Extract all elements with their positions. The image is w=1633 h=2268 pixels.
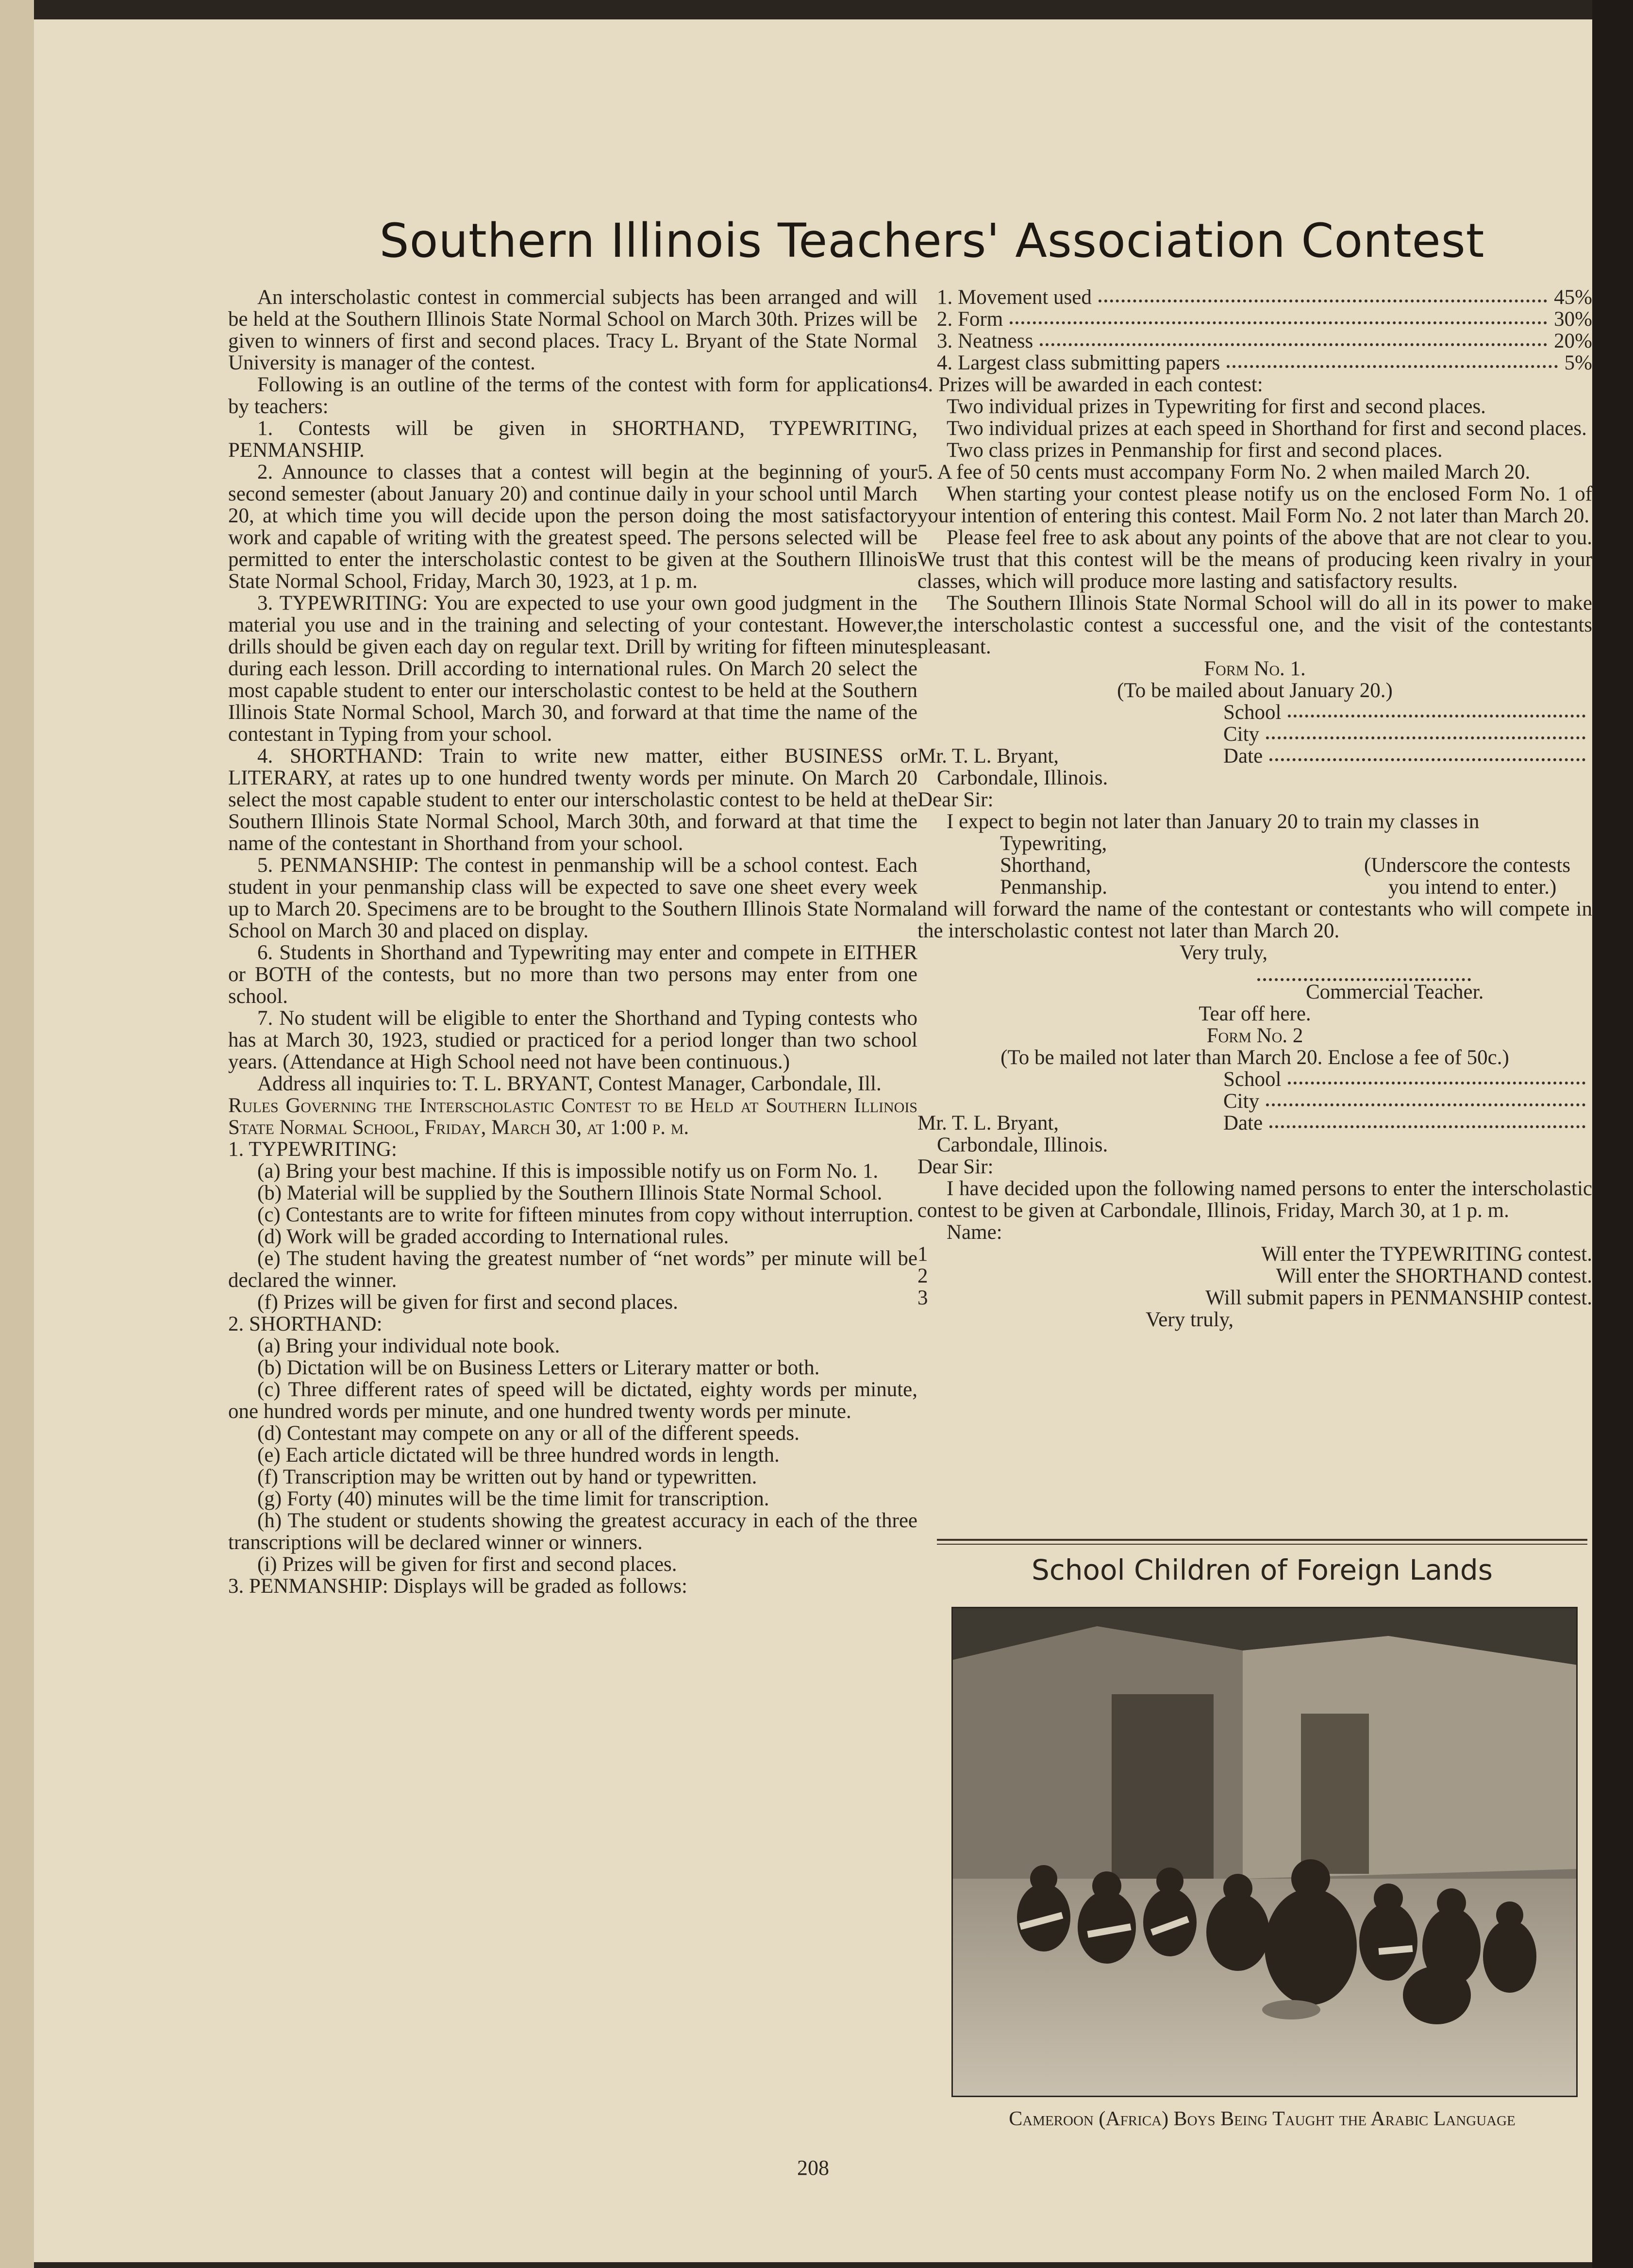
left-paragraph: 1. TYPEWRITING: bbox=[228, 1138, 397, 1161]
binding-edge bbox=[0, 0, 34, 2268]
form-1-closing: Very truly, bbox=[1180, 941, 1268, 964]
left-paragraph: 1. Contests will be given in SHORTHAND, TYPEWRITING, PENMANSHIP. bbox=[228, 417, 917, 462]
form-1-address-row: Mr. T. L. Bryant, Date bbox=[917, 745, 1592, 767]
right-paragraph: When starting your contest please notify us on the enclosed Form No. 1 of your intention of entering this contest. Mail Form No. 2 not later than March 20. bbox=[917, 483, 1592, 527]
grading-label: 2. Form bbox=[937, 308, 1003, 331]
form-2-place: Carbondale, Illinois. bbox=[937, 1134, 1108, 1156]
grading-row bbox=[917, 308, 1592, 330]
form-2-salutation: Dear Sir: bbox=[917, 1155, 994, 1178]
left-paragraph: 3. TYPEWRITING: You are expected to use your own good judgment in the material you use and in the training and selecting of your contestant. However, drills should be given each day on regular text. Drill by writing for fifteen minutes during each lesson. Drill according to international rules. On March 20 select the most capable student to enter our interscholastic contest to be held at the Southern Illinois State Normal School, March 30, and forward at that time the name of the contestant in Typing from your school. bbox=[228, 592, 917, 746]
right-paragraph: 5. A fee of 50 cents must accompany Form No. 2 when mailed March 20. bbox=[917, 461, 1531, 484]
form-2-body: I have decided upon the following named persons to enter the interscholastic contest to be given at Carbondale, Illinois, Friday, March 30, at 1 p. m. bbox=[917, 1177, 1592, 1222]
left-paragraph: (h) The student or students showing the greatest accuracy in each of the three transcriptions will be declared winner or winners. bbox=[228, 1509, 917, 1554]
left-paragraph: (f) Prizes will be given for first and second places. bbox=[257, 1291, 678, 1314]
form-1-note-1: (Underscore the contests bbox=[1364, 854, 1571, 877]
grading-value: 5% bbox=[1564, 351, 1592, 374]
photo-caption: Cameroon (Africa) Boys Being Taught the Arabic Language bbox=[1009, 2108, 1516, 2130]
left-paragraph: Address all inquiries to: T. L. BRYANT, Contest Manager, Carbondale, Ill. bbox=[257, 1072, 882, 1095]
left-paragraph: Rules Governing the Interscholastic Contest to be Held at Southern Illinois State Normal School, Friday, March 30, at 1:00 p. m. bbox=[228, 1094, 917, 1139]
form-1-heading: Form No. 1. bbox=[1204, 657, 1306, 680]
form-1-signer: Commercial Teacher. bbox=[1306, 981, 1484, 1003]
right-paragraph: Two individual prizes in Typewriting for first and second places. bbox=[947, 395, 1486, 418]
left-paragraph: (f) Transcription may be written out by hand or typewritten. bbox=[257, 1466, 757, 1488]
signature-line bbox=[1257, 968, 1471, 981]
form-2-school: School bbox=[1223, 1068, 1592, 1090]
left-paragraph: (c) Three different rates of speed will be dictated, eighty words per minute, one hundred words per minute, and one hundred twenty words per minute. bbox=[228, 1378, 917, 1423]
page bbox=[34, 19, 1592, 2262]
left-paragraph: (e) The student having the greatest number of “net words” per minute will be declared the winner. bbox=[228, 1247, 917, 1292]
grading-row bbox=[917, 286, 1592, 308]
form-1-place: Carbondale, Illinois. bbox=[937, 767, 1108, 789]
section-rule-top bbox=[937, 1539, 1587, 1541]
form-1-sub: (To be mailed about January 20.) bbox=[1117, 679, 1393, 702]
form-1-opt-penmanship: Penmanship. bbox=[1000, 876, 1107, 899]
form-1-city: City bbox=[1223, 723, 1592, 745]
right-paragraph: 4. Prizes will be awarded in each contest: bbox=[917, 373, 1263, 396]
left-paragraph: (d) Contestant may compete on any or all of the different speeds. bbox=[257, 1422, 800, 1445]
left-column bbox=[228, 286, 917, 1597]
right-column bbox=[917, 286, 1592, 1331]
section-heading: School Children of Foreign Lands bbox=[1032, 1553, 1493, 1586]
right-paragraph: Please feel free to ask about any points of the above that are not clear to you. We trust that this contest will be the means of producing keen rivalry in your classes, which will produce more lasting and satisfactory results. bbox=[917, 526, 1592, 593]
form-2-address-row: Mr. T. L. Bryant, Date bbox=[917, 1112, 1592, 1134]
left-paragraph: (a) Bring your individual note book. bbox=[257, 1334, 560, 1357]
form-2-line-1: 1 Will enter the TYPEWRITING contest. bbox=[917, 1243, 1592, 1266]
form-1-school: School bbox=[1223, 701, 1592, 723]
right-text bbox=[917, 374, 1592, 658]
left-paragraph: (i) Prizes will be given for first and second places. bbox=[257, 1553, 677, 1576]
form-2 bbox=[917, 1025, 1592, 1331]
form-1-body-2: and will forward the name of the contestant or contestants who will compete in the interscholastic contest not later than March 20. bbox=[917, 898, 1592, 942]
form-2-heading: Form No. 2 bbox=[1206, 1024, 1303, 1047]
form-2-line-2: 2 Will enter the SHORTHAND contest. bbox=[917, 1265, 1592, 1287]
left-paragraph: 6. Students in Shorthand and Typewriting may enter and compete in EITHER or BOTH of the contests, but no more than two persons may enter from one school. bbox=[228, 941, 917, 1008]
grading-list bbox=[917, 286, 1592, 374]
right-paragraph: The Southern Illinois State Normal School will do all in its power to make the interscholastic contest a successful one, and the visit of the contestants pleasant. bbox=[917, 592, 1592, 658]
left-paragraph: 3. PENMANSHIP: Displays will be graded as follows: bbox=[228, 1575, 687, 1598]
page-number: 208 bbox=[797, 2156, 829, 2180]
grading-value: 45% bbox=[1554, 286, 1592, 309]
form-1-body: I expect to begin not later than January 20 to train my classes in bbox=[947, 810, 1480, 833]
form-2-sub: (To be mailed not later than March 20. Enclose a fee of 50c.) bbox=[1000, 1046, 1509, 1069]
left-paragraph: 7. No student will be eligible to enter the Shorthand and Typing contests who has at March 30, 1923, studied or practiced for a period longer than two school years. (Attendance at High School need not have been continuous.) bbox=[228, 1007, 917, 1073]
left-paragraph: (c) Contestants are to write for fifteen minutes from copy without interruption. bbox=[257, 1203, 914, 1226]
left-paragraph: (g) Forty (40) minutes will be the time limit for transcription. bbox=[257, 1487, 769, 1510]
left-paragraph: Following is an outline of the terms of the contest with form for applications by teachers: bbox=[228, 373, 917, 418]
cameroon-boys-photo bbox=[951, 1607, 1578, 2097]
left-paragraph: (d) Work will be graded according to International rules. bbox=[257, 1225, 729, 1248]
grading-row bbox=[917, 352, 1592, 374]
form-1-note-2: you intend to enter.) bbox=[1388, 876, 1557, 899]
left-paragraph: 4. SHORTHAND: Train to write new matter, either BUSINESS or LITERARY, at rates up to one hundred twenty words per minute. On March 20 select the most capable student to enter our interscholastic contest to be held at the Southern Illinois State Normal School, March 30th, and forward at that time the name of the contestant in Shorthand from your school. bbox=[228, 745, 917, 855]
section-rule-bottom bbox=[937, 1544, 1587, 1545]
grading-row bbox=[917, 330, 1592, 352]
left-paragraph: 2. SHORTHAND: bbox=[228, 1313, 383, 1335]
page-title: Southern Illinois Teachers' Association Contest bbox=[379, 214, 1485, 268]
grading-value: 20% bbox=[1554, 330, 1592, 352]
grading-value: 30% bbox=[1554, 308, 1592, 331]
form-2-city: City bbox=[1223, 1090, 1592, 1112]
form-1-opt-typewriting: Typewriting, bbox=[1000, 832, 1107, 855]
left-paragraph: (e) Each article dictated will be three hundred words in length. bbox=[257, 1444, 780, 1467]
form-2-name-label: Name: bbox=[947, 1221, 1002, 1244]
grading-label: 4. Largest class submitting papers bbox=[937, 351, 1220, 374]
form-1-opt-shorthand: Shorthand, bbox=[1000, 854, 1091, 877]
left-paragraph: (b) Material will be supplied by the Southern Illinois State Normal School. bbox=[257, 1182, 883, 1204]
left-paragraph: (a) Bring your best machine. If this is impossible notify us on Form No. 1. bbox=[257, 1160, 879, 1183]
left-paragraph: An interscholastic contest in commercial subjects has been arranged and will be held at the Southern Illinois State Normal School on March 30th. Prizes will be given to winners of first and second places. Tracy L. Bryant of the State Normal University is manager of the contest. bbox=[228, 286, 917, 374]
right-paragraph: Two individual prizes at each speed in Shorthand for first and second places. bbox=[947, 417, 1587, 440]
form-1 bbox=[917, 658, 1592, 1025]
grading-label: 1. Movement used bbox=[937, 286, 1092, 309]
left-paragraph: (b) Dictation will be on Business Letters or Literary matter or both. bbox=[257, 1356, 820, 1379]
background-edge bbox=[1592, 0, 1633, 2268]
form-1-salutation: Dear Sir: bbox=[917, 788, 994, 811]
form-2-closing: Very truly, bbox=[1146, 1308, 1234, 1331]
form-2-line-3: 3 Will submit papers in PENMANSHIP contest. bbox=[917, 1286, 1592, 1309]
left-paragraph: 5. PENMANSHIP: The contest in penmanship will be a school contest. Each student in your penmanship class will be expected to save one sheet every week up to March 20. Specimens are to be brought to the Southern Illinois State Normal School on March 30 and placed on display. bbox=[228, 854, 917, 942]
right-paragraph: Two class prizes in Penmanship for first and second places. bbox=[947, 439, 1443, 462]
tear-off-note: Tear off here. bbox=[1199, 1002, 1311, 1025]
left-paragraph: 2. Announce to classes that a contest will begin at the beginning of your second semester (about January 20) and continue daily in your school until March 20, at which time you will decide upon the person doing the most satisfactory work and capable of writing with the greatest speed. The persons selected will be permitted to enter the interscholastic contest to be given at the Southern Illinois State Normal School, Friday, March 30, 1923, at 1 p. m. bbox=[228, 461, 917, 593]
grading-label: 3. Neatness bbox=[937, 330, 1033, 352]
